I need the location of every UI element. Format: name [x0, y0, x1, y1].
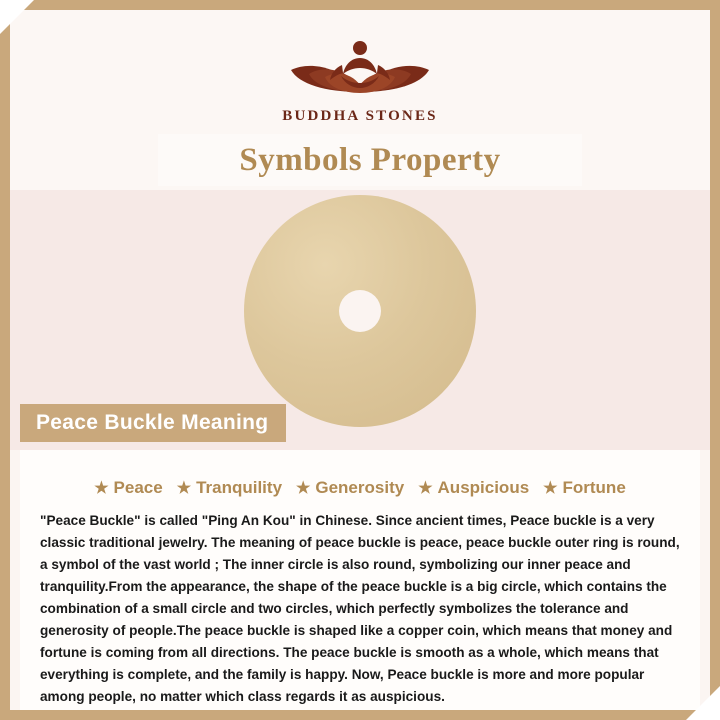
keyword-item [177, 478, 282, 498]
description-card [20, 450, 700, 710]
keyword-label: Tranquility [196, 478, 283, 497]
peace-buckle-disc-icon [244, 195, 476, 427]
corner-decoration-bottom-right [686, 686, 720, 720]
description-paragraph: "Peace Buckle" is called "Ping An Kou" in Chinese. Since ancient times, Peace buckle is a very classic traditional jewelry. The meaning of peace buckle is peace, peace buckle outer ring is round, a symbol of the vast world ; The inner circle is also round, symbolizing our inner peace and tranquility.From the appearance, the shape of the peace buckle is a big circle, which contains the combination of a small circle and two circles, which perfectly symbolizes the tolerance and generosity of people.The peace buckle is shaped like a copper coin, which means that money and fortune is coming from all directions. The peace buckle is smooth as a whole, which means that everything is complete, and the family is happy. Now, Peace buckle is more and more popular among people, no matter which class regards it as auspicious. [40, 513, 680, 705]
brand-name: BUDDHA STONES [282, 108, 438, 124]
keyword-item [296, 478, 404, 498]
keyword-item [94, 478, 163, 498]
corner-decoration-top-left [0, 0, 34, 34]
star-icon: ★ [94, 480, 109, 497]
star-icon: ★ [418, 480, 433, 497]
star-icon: ★ [176, 480, 192, 497]
poster-card [10, 10, 710, 710]
star-icon: ★ [543, 480, 558, 497]
product-image [10, 195, 710, 427]
keyword-label: Peace [113, 478, 163, 497]
keyword-item [418, 478, 529, 498]
section-label-text: Peace Buckle Meaning [36, 411, 269, 434]
brand-logo-block [10, 32, 710, 125]
page-title [158, 134, 582, 186]
keyword-label: Auspicious [437, 478, 530, 497]
disc-center-hole [339, 290, 381, 332]
keyword-label: Generosity [315, 478, 405, 497]
keyword-item [543, 478, 626, 498]
section-label-ribbon [20, 404, 286, 442]
page-title-text: Symbols Property [239, 141, 501, 178]
lotus-meditation-icon [285, 32, 435, 104]
keyword-list [20, 450, 700, 498]
star-icon: ★ [296, 480, 311, 497]
keyword-label: Fortune [562, 478, 626, 497]
